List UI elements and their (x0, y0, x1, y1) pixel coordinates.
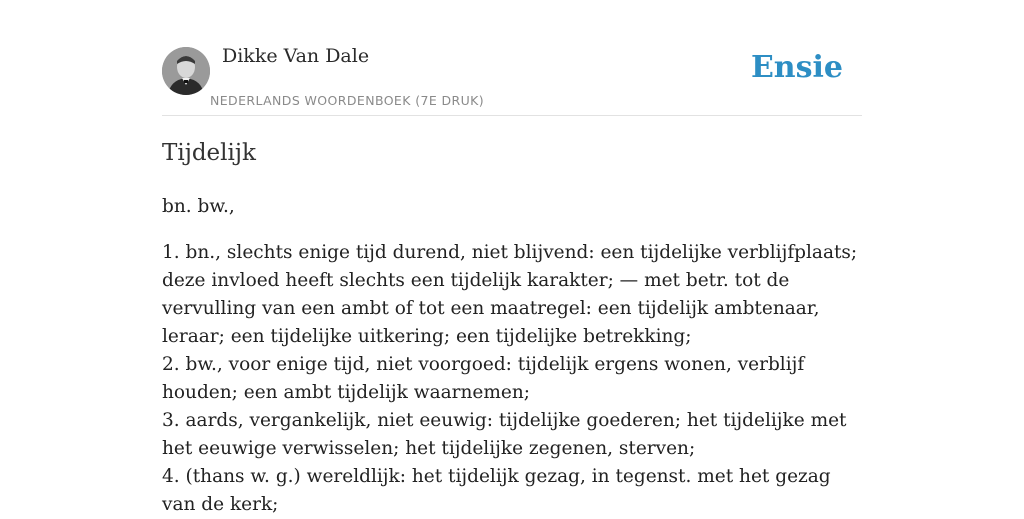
source-subtitle: NEDERLANDS WOORDENBOEK (7E DRUK) (210, 93, 485, 108)
portrait-icon (162, 47, 210, 95)
definition-sense-1: 1. bn., slechts enige tijd durend, niet blijvend: een tijdelijke verblijfplaats; deze invloed heeft slechts een tijdelijk karakter; — met betr. tot de vervulling van een ambt of tot een maatregel: een tijdelijk ambtenaar, leraar; een tijdelijke uitkering; een tijdelijke betrekking; (162, 242, 858, 347)
entry-title: Tijdelijk (162, 140, 256, 166)
definition-sense-2: 2. bw., voor enige tijd, niet voorgoed: tijdelijk ergens wonen, verblijf houden; een ambt tijdelijk waarnemen; (162, 354, 805, 403)
part-of-speech: bn. bw., (162, 196, 235, 217)
definition-sense-4: 4. (thans w. g.) wereldlijk: het tijdelijk gezag, in tegenst. met het gezag van de kerk; (162, 466, 831, 515)
definition (162, 239, 862, 519)
header (162, 0, 862, 116)
author-avatar[interactable] (162, 47, 210, 95)
ensie-logo[interactable]: Ensie (750, 50, 843, 85)
author-name[interactable]: Dikke Van Dale (222, 45, 370, 67)
page (162, 0, 862, 515)
definition-sense-3: 3. aards, vergankelijk, niet eeuwig: tijdelijke goederen; het tijdelijke met het eeuwige verwisselen; het tijdelijke zegenen, sterven; (162, 410, 847, 459)
